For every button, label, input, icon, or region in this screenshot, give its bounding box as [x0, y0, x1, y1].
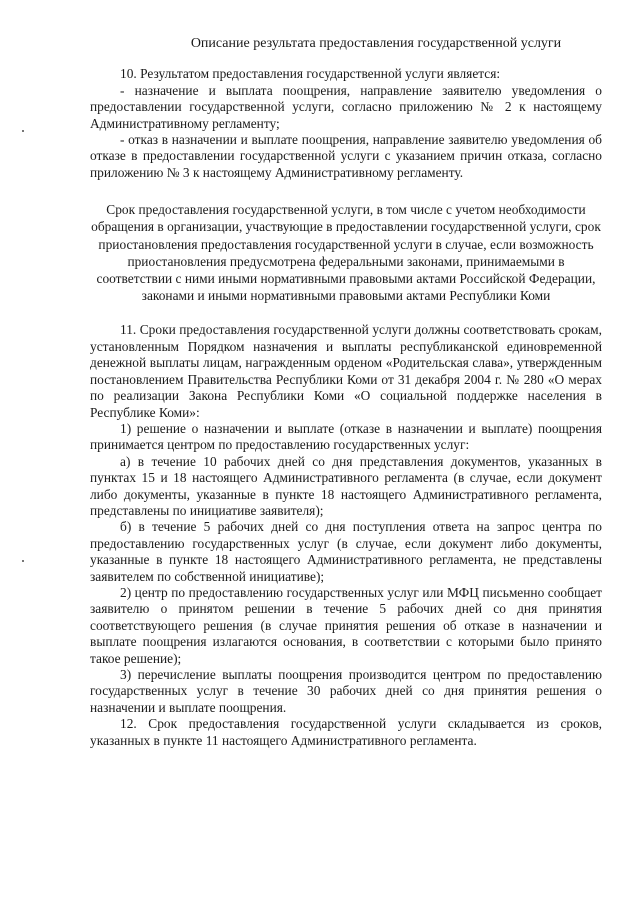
paragraph-12: 12. Срок предоставления государственной услуги складывается из сроков, указанных в пункте 11 настоящего Административного регламента.: [90, 716, 602, 748]
paragraph-11-item-3: 3) перечисление выплаты поощрения производится центром по предоставлению государственных услуг в течение 30 рабочих дней со дня принятия решения о назначении и выплате поощрения.: [90, 667, 602, 715]
paragraph-10-intro: 10. Результатом предоставления государственной услуги является:: [120, 66, 501, 82]
scan-mark: [22, 130, 24, 132]
paragraph-11-item-1b: б) в течение 5 рабочих дней со дня поступления ответа на запрос центра по предоставлению государственных услуг (в случае, если документ либо документы, указанные в пункте 18 настоящего Административного регламента, не представлены заявителем по собственной инициативе);: [90, 519, 602, 584]
paragraph-11-item-2: 2) центр по предоставлению государственных услуг или МФЦ письменно сообщает заявителю о принятом решении в течение 5 рабочих дней со дня принятия соответствующего решения (в случае принятия решения об отказе в назначении и выплате поощрения излагаются основания, в соответствии с которыми было принято такое решение);: [90, 584, 602, 666]
paragraph-11-item-1a: а) в течение 10 рабочих дней со дня представления документов, указанных в пунктах 15 и 18 настоящего Административного регламента (в случае, если документ либо документы, указанные в пункте 18 настоящего Административного регламента, представлены по инициативе заявителя);: [90, 453, 602, 518]
paragraph-11-intro: 11. Сроки предоставления государственной услуги должны соответствовать срокам, установленным Порядком назначения и выплаты республиканской единовременной денежной выплаты лицам, награжденным орденом «Родительская слава», утвержденным постановлением Правительства Республики Коми от 31 декабря 2004 г. № 280 «О мерах по реализации Закона Республики Коми «О социальной поддержке населения в Республике Коми»:: [90, 322, 602, 420]
paragraph-11-item-1: 1) решение о назначении и выплате (отказе в назначении и выплате) поощрения принимается центром по предоставлению государственных услуг:: [90, 420, 602, 453]
paragraph-10-item-1: - назначение и выплата поощрения, направление заявителю уведомления о предоставлении государственной услуги, согласно приложению № 2 к настоящему Административному регламенту;: [90, 82, 602, 131]
section-heading: Срок предоставления государственной услуги, в том числе с учетом необходимости обращения в организации, участвующие в предоставлении государственной услуги, срок приостановления предоставления государственной услуги в случае, если возможность приостановления предусмотрена федеральными законами, принимаемыми в соответствии с ними иными нормативными правовыми актами Российской Федерации, законами и иными нормативными правовыми актами Республики Коми: [91, 202, 601, 304]
page-title: Описание результата предоставления государственной услуги: [190, 36, 562, 51]
paragraph-10-item-2: - отказ в назначении и выплате поощрения, направление заявителю уведомления об отказе в предоставлении государственной услуги с указанием причин отказа, согласно приложению № 3 к настоящему Административному регламенту.: [90, 132, 602, 180]
scan-mark: [22, 560, 24, 562]
